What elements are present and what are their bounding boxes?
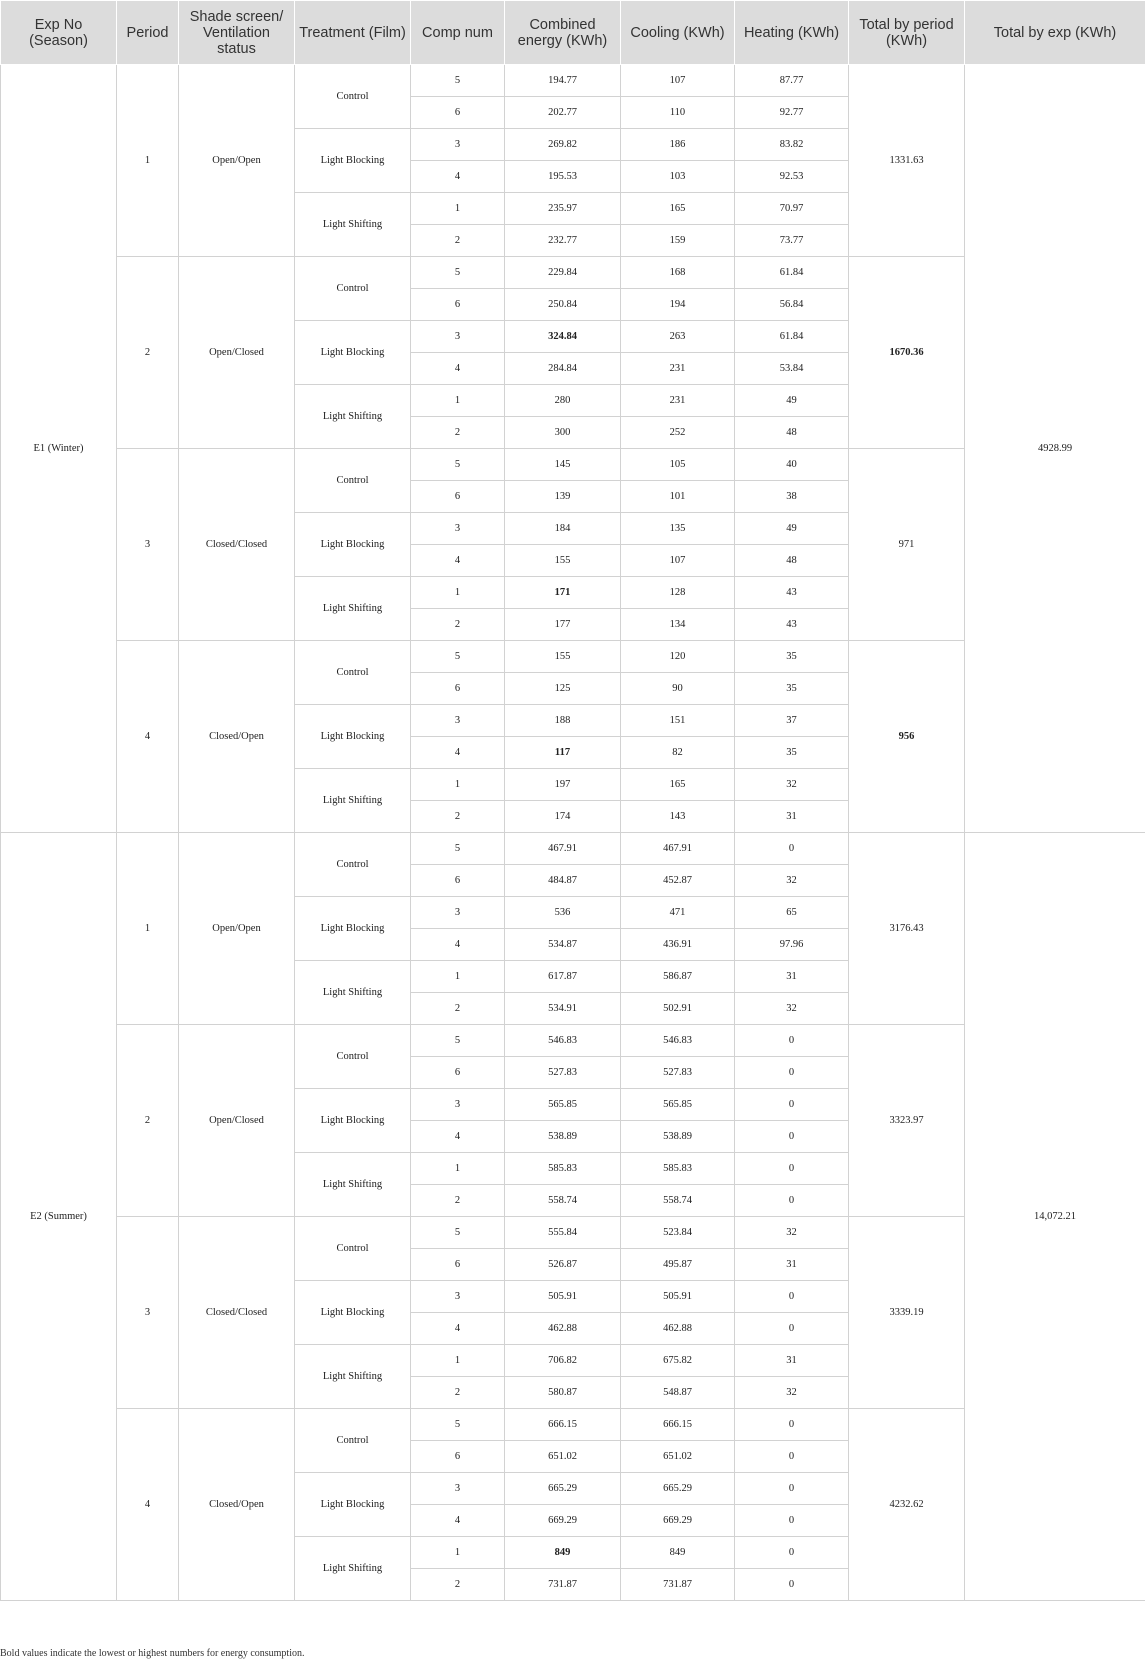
heating-cell: 32	[735, 865, 849, 897]
cooling-cell: 82	[621, 737, 735, 769]
comp-num-cell: 2	[411, 801, 505, 833]
cooling-cell: 505.91	[621, 1281, 735, 1313]
treatment-name-cell: Light Blocking	[295, 321, 411, 385]
combined-energy-cell: 184	[505, 513, 621, 545]
header-comp-num: Comp num	[411, 1, 505, 65]
heating-cell: 32	[735, 1217, 849, 1249]
treatment-name-cell: Light Shifting	[295, 769, 411, 833]
shade-ventilation-status-cell: Open/Closed	[179, 1025, 295, 1217]
cooling-cell: 120	[621, 641, 735, 673]
combined-energy-cell: 555.84	[505, 1217, 621, 1249]
cooling-cell: 495.87	[621, 1249, 735, 1281]
combined-energy-cell: 171	[505, 577, 621, 609]
combined-energy-cell: 188	[505, 705, 621, 737]
cooling-cell: 107	[621, 545, 735, 577]
header-cooling: Cooling (KWh)	[621, 1, 735, 65]
comp-num-cell: 5	[411, 833, 505, 865]
period-number-cell: 2	[117, 1025, 179, 1217]
combined-energy-cell: 462.88	[505, 1313, 621, 1345]
combined-energy-cell: 235.97	[505, 193, 621, 225]
combined-energy-cell: 536	[505, 897, 621, 929]
combined-energy-cell: 145	[505, 449, 621, 481]
cooling-cell: 90	[621, 673, 735, 705]
cooling-cell: 675.82	[621, 1345, 735, 1377]
cooling-cell: 128	[621, 577, 735, 609]
total-by-period-cell: 956	[849, 641, 965, 833]
heating-cell: 0	[735, 1121, 849, 1153]
cooling-cell: 134	[621, 609, 735, 641]
cooling-cell: 565.85	[621, 1089, 735, 1121]
comp-num-cell: 1	[411, 385, 505, 417]
comp-num-cell: 5	[411, 1025, 505, 1057]
heating-cell: 32	[735, 769, 849, 801]
combined-energy-cell: 484.87	[505, 865, 621, 897]
combined-energy-cell: 669.29	[505, 1505, 621, 1537]
header-shade-ventilation: Shade screen/ Ventilation status	[179, 1, 295, 65]
comp-num-cell: 4	[411, 1121, 505, 1153]
combined-energy-cell: 706.82	[505, 1345, 621, 1377]
cooling-cell: 523.84	[621, 1217, 735, 1249]
total-by-period-cell: 3323.97	[849, 1025, 965, 1217]
comp-num-cell: 4	[411, 545, 505, 577]
heating-cell: 0	[735, 833, 849, 865]
treatment-name-cell: Control	[295, 1409, 411, 1473]
heating-cell: 56.84	[735, 289, 849, 321]
heating-cell: 65	[735, 897, 849, 929]
treatment-name-cell: Light Shifting	[295, 193, 411, 257]
combined-energy-cell: 202.77	[505, 97, 621, 129]
table-body	[1, 65, 1145, 1601]
comp-num-cell: 2	[411, 993, 505, 1025]
treatment-name-cell: Light Blocking	[295, 1473, 411, 1537]
combined-energy-cell: 229.84	[505, 257, 621, 289]
comp-num-cell: 6	[411, 865, 505, 897]
combined-energy-cell: 284.84	[505, 353, 621, 385]
heating-cell: 43	[735, 577, 849, 609]
heating-cell: 0	[735, 1409, 849, 1441]
treatment-name-cell: Light Shifting	[295, 1537, 411, 1601]
heating-cell: 83.82	[735, 129, 849, 161]
treatment-name-cell: Light Shifting	[295, 1345, 411, 1409]
heating-cell: 0	[735, 1505, 849, 1537]
period-number-cell: 3	[117, 449, 179, 641]
heating-cell: 0	[735, 1569, 849, 1601]
header-period: Period	[117, 1, 179, 65]
period-number-cell: 1	[117, 833, 179, 1025]
cooling-cell: 159	[621, 225, 735, 257]
table-footnote: Bold values indicate the lowest or highest numbers for energy consumption.	[0, 1648, 305, 1659]
heating-cell: 49	[735, 513, 849, 545]
treatment-name-cell: Control	[295, 641, 411, 705]
total-by-exp-cell: 14,072.21	[965, 833, 1145, 1601]
heating-cell: 48	[735, 417, 849, 449]
comp-num-cell: 2	[411, 1185, 505, 1217]
cooling-cell: 165	[621, 193, 735, 225]
combined-energy-cell: 666.15	[505, 1409, 621, 1441]
comp-num-cell: 4	[411, 737, 505, 769]
cooling-cell: 168	[621, 257, 735, 289]
cooling-cell: 467.91	[621, 833, 735, 865]
shade-ventilation-status-cell: Closed/Closed	[179, 1217, 295, 1409]
heating-cell: 37	[735, 705, 849, 737]
comp-num-cell: 2	[411, 1569, 505, 1601]
heating-cell: 32	[735, 1377, 849, 1409]
comp-num-cell: 5	[411, 65, 505, 97]
heating-cell: 31	[735, 801, 849, 833]
cooling-cell: 103	[621, 161, 735, 193]
comp-num-cell: 5	[411, 257, 505, 289]
period-number-cell: 4	[117, 641, 179, 833]
heating-cell: 73.77	[735, 225, 849, 257]
heating-cell: 0	[735, 1281, 849, 1313]
combined-energy-cell: 300	[505, 417, 621, 449]
treatment-name-cell: Control	[295, 833, 411, 897]
combined-energy-cell: 194.77	[505, 65, 621, 97]
period-number-cell: 1	[117, 65, 179, 257]
heating-cell: 0	[735, 1153, 849, 1185]
cooling-cell: 666.15	[621, 1409, 735, 1441]
heating-cell: 31	[735, 1249, 849, 1281]
combined-energy-cell: 117	[505, 737, 621, 769]
shade-ventilation-status-cell: Closed/Open	[179, 1409, 295, 1601]
comp-num-cell: 3	[411, 1281, 505, 1313]
total-by-period-cell: 4232.62	[849, 1409, 965, 1601]
combined-energy-cell: 269.82	[505, 129, 621, 161]
shade-ventilation-status-cell: Closed/Closed	[179, 449, 295, 641]
combined-energy-cell: 197	[505, 769, 621, 801]
comp-num-cell: 3	[411, 897, 505, 929]
comp-num-cell: 1	[411, 769, 505, 801]
treatment-name-cell: Control	[295, 449, 411, 513]
comp-num-cell: 5	[411, 1409, 505, 1441]
exp-label-cell: E2 (Summer)	[1, 833, 117, 1601]
comp-num-cell: 1	[411, 1537, 505, 1569]
shade-ventilation-status-cell: Open/Open	[179, 833, 295, 1025]
treatment-name-cell: Light Blocking	[295, 1281, 411, 1345]
comp-num-cell: 6	[411, 1057, 505, 1089]
header-total-by-period: Total by period (KWh)	[849, 1, 965, 65]
heating-cell: 40	[735, 449, 849, 481]
treatment-name-cell: Light Blocking	[295, 1089, 411, 1153]
cooling-cell: 558.74	[621, 1185, 735, 1217]
comp-num-cell: 2	[411, 225, 505, 257]
table-row	[1, 65, 1145, 97]
combined-energy-cell: 125	[505, 673, 621, 705]
heating-cell: 38	[735, 481, 849, 513]
shade-ventilation-status-cell: Open/Open	[179, 65, 295, 257]
combined-energy-cell: 565.85	[505, 1089, 621, 1121]
treatment-name-cell: Light Blocking	[295, 513, 411, 577]
heating-cell: 0	[735, 1313, 849, 1345]
heating-cell: 0	[735, 1089, 849, 1121]
combined-energy-cell: 849	[505, 1537, 621, 1569]
combined-energy-cell: 731.87	[505, 1569, 621, 1601]
combined-energy-cell: 546.83	[505, 1025, 621, 1057]
cooling-cell: 849	[621, 1537, 735, 1569]
cooling-cell: 546.83	[621, 1025, 735, 1057]
header-exp-no: Exp No (Season)	[1, 1, 117, 65]
header-total-by-exp: Total by exp (KWh)	[965, 1, 1145, 65]
comp-num-cell: 4	[411, 353, 505, 385]
combined-energy-cell: 195.53	[505, 161, 621, 193]
total-by-period-cell: 971	[849, 449, 965, 641]
heating-cell: 31	[735, 961, 849, 993]
comp-num-cell: 3	[411, 705, 505, 737]
comp-num-cell: 2	[411, 609, 505, 641]
cooling-cell: 151	[621, 705, 735, 737]
comp-num-cell: 6	[411, 481, 505, 513]
cooling-cell: 665.29	[621, 1473, 735, 1505]
combined-energy-cell: 534.91	[505, 993, 621, 1025]
treatment-name-cell: Control	[295, 257, 411, 321]
cooling-cell: 651.02	[621, 1441, 735, 1473]
comp-num-cell: 6	[411, 1441, 505, 1473]
cooling-cell: 231	[621, 385, 735, 417]
combined-energy-cell: 538.89	[505, 1121, 621, 1153]
heating-cell: 87.77	[735, 65, 849, 97]
comp-num-cell: 3	[411, 129, 505, 161]
comp-num-cell: 1	[411, 1153, 505, 1185]
cooling-cell: 194	[621, 289, 735, 321]
table-row	[1, 833, 1145, 865]
heating-cell: 0	[735, 1025, 849, 1057]
cooling-cell: 548.87	[621, 1377, 735, 1409]
cooling-cell: 452.87	[621, 865, 735, 897]
cooling-cell: 502.91	[621, 993, 735, 1025]
heating-cell: 0	[735, 1057, 849, 1089]
comp-num-cell: 4	[411, 161, 505, 193]
comp-num-cell: 2	[411, 417, 505, 449]
comp-num-cell: 3	[411, 1473, 505, 1505]
treatment-name-cell: Light Shifting	[295, 961, 411, 1025]
cooling-cell: 527.83	[621, 1057, 735, 1089]
comp-num-cell: 2	[411, 1377, 505, 1409]
header-treatment: Treatment (Film)	[295, 1, 411, 65]
cooling-cell: 186	[621, 129, 735, 161]
comp-num-cell: 3	[411, 513, 505, 545]
combined-energy-cell: 651.02	[505, 1441, 621, 1473]
cooling-cell: 252	[621, 417, 735, 449]
heating-cell: 97.96	[735, 929, 849, 961]
treatment-name-cell: Control	[295, 65, 411, 129]
combined-energy-cell: 177	[505, 609, 621, 641]
combined-energy-cell: 527.83	[505, 1057, 621, 1089]
header-row	[1, 1, 1145, 65]
cooling-cell: 586.87	[621, 961, 735, 993]
heating-cell: 35	[735, 641, 849, 673]
treatment-name-cell: Control	[295, 1025, 411, 1089]
shade-ventilation-status-cell: Open/Closed	[179, 257, 295, 449]
comp-num-cell: 5	[411, 1217, 505, 1249]
heating-cell: 35	[735, 737, 849, 769]
treatment-name-cell: Light Blocking	[295, 705, 411, 769]
total-by-period-cell: 3339.19	[849, 1217, 965, 1409]
cooling-cell: 231	[621, 353, 735, 385]
treatment-name-cell: Light Shifting	[295, 577, 411, 641]
combined-energy-cell: 280	[505, 385, 621, 417]
cooling-cell: 135	[621, 513, 735, 545]
cooling-cell: 462.88	[621, 1313, 735, 1345]
combined-energy-cell: 585.83	[505, 1153, 621, 1185]
period-number-cell: 2	[117, 257, 179, 449]
combined-energy-cell: 250.84	[505, 289, 621, 321]
comp-num-cell: 1	[411, 961, 505, 993]
cooling-cell: 731.87	[621, 1569, 735, 1601]
combined-energy-cell: 139	[505, 481, 621, 513]
treatment-name-cell: Control	[295, 1217, 411, 1281]
cooling-cell: 101	[621, 481, 735, 513]
header-combined-energy: Combined energy (KWh)	[505, 1, 621, 65]
combined-energy-cell: 580.87	[505, 1377, 621, 1409]
period-number-cell: 4	[117, 1409, 179, 1601]
heating-cell: 49	[735, 385, 849, 417]
combined-energy-cell: 467.91	[505, 833, 621, 865]
combined-energy-cell: 665.29	[505, 1473, 621, 1505]
comp-num-cell: 4	[411, 929, 505, 961]
combined-energy-cell: 155	[505, 545, 621, 577]
comp-num-cell: 1	[411, 577, 505, 609]
comp-num-cell: 3	[411, 321, 505, 353]
cooling-cell: 585.83	[621, 1153, 735, 1185]
treatment-name-cell: Light Blocking	[295, 129, 411, 193]
combined-energy-cell: 505.91	[505, 1281, 621, 1313]
heating-cell: 70.97	[735, 193, 849, 225]
heating-cell: 61.84	[735, 321, 849, 353]
cooling-cell: 165	[621, 769, 735, 801]
combined-energy-cell: 526.87	[505, 1249, 621, 1281]
heating-cell: 32	[735, 993, 849, 1025]
combined-energy-cell: 232.77	[505, 225, 621, 257]
comp-num-cell: 1	[411, 193, 505, 225]
cooling-cell: 105	[621, 449, 735, 481]
header-heating: Heating (KWh)	[735, 1, 849, 65]
heating-cell: 0	[735, 1441, 849, 1473]
comp-num-cell: 4	[411, 1505, 505, 1537]
cooling-cell: 143	[621, 801, 735, 833]
cooling-cell: 110	[621, 97, 735, 129]
total-by-exp-cell: 4928.99	[965, 65, 1145, 833]
heating-cell: 92.53	[735, 161, 849, 193]
heating-cell: 92.77	[735, 97, 849, 129]
heating-cell: 53.84	[735, 353, 849, 385]
heating-cell: 0	[735, 1537, 849, 1569]
combined-energy-cell: 558.74	[505, 1185, 621, 1217]
comp-num-cell: 1	[411, 1345, 505, 1377]
total-by-period-cell: 3176.43	[849, 833, 965, 1025]
cooling-cell: 538.89	[621, 1121, 735, 1153]
comp-num-cell: 6	[411, 97, 505, 129]
comp-num-cell: 6	[411, 673, 505, 705]
treatment-name-cell: Light Shifting	[295, 1153, 411, 1217]
cooling-cell: 263	[621, 321, 735, 353]
comp-num-cell: 3	[411, 1089, 505, 1121]
heating-cell: 48	[735, 545, 849, 577]
total-by-period-cell: 1670.36	[849, 257, 965, 449]
heating-cell: 0	[735, 1185, 849, 1217]
combined-energy-cell: 617.87	[505, 961, 621, 993]
combined-energy-cell: 324.84	[505, 321, 621, 353]
combined-energy-cell: 155	[505, 641, 621, 673]
cooling-cell: 436.91	[621, 929, 735, 961]
comp-num-cell: 5	[411, 641, 505, 673]
cooling-cell: 107	[621, 65, 735, 97]
exp-label-cell: E1 (Winter)	[1, 65, 117, 833]
comp-num-cell: 5	[411, 449, 505, 481]
combined-energy-cell: 174	[505, 801, 621, 833]
combined-energy-cell: 534.87	[505, 929, 621, 961]
heating-cell: 61.84	[735, 257, 849, 289]
treatment-name-cell: Light Shifting	[295, 385, 411, 449]
heating-cell: 31	[735, 1345, 849, 1377]
heating-cell: 35	[735, 673, 849, 705]
period-number-cell: 3	[117, 1217, 179, 1409]
shade-ventilation-status-cell: Closed/Open	[179, 641, 295, 833]
cooling-cell: 471	[621, 897, 735, 929]
heating-cell: 43	[735, 609, 849, 641]
comp-num-cell: 4	[411, 1313, 505, 1345]
cooling-cell: 669.29	[621, 1505, 735, 1537]
comp-num-cell: 6	[411, 1249, 505, 1281]
treatment-name-cell: Light Blocking	[295, 897, 411, 961]
comp-num-cell: 6	[411, 289, 505, 321]
total-by-period-cell: 1331.63	[849, 65, 965, 257]
heating-cell: 0	[735, 1473, 849, 1505]
